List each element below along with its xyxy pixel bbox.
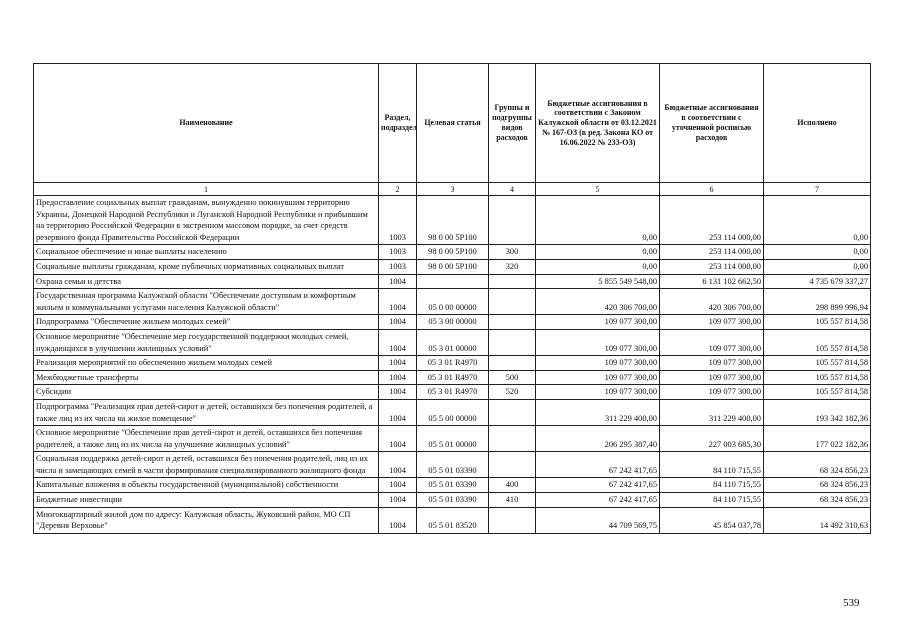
row-name: Бюджетные инвестиции xyxy=(34,493,379,508)
table-row xyxy=(34,315,871,330)
row-section: 1004 xyxy=(379,399,417,425)
row-executed: 4 735 679 337,27 xyxy=(764,274,871,289)
row-name: Основное мероприятие "Обеспечение мер государственной поддержки молодых семей, нуждающихся в улучшении жилищных условий" xyxy=(34,329,379,355)
column-number: 1 xyxy=(34,183,379,196)
row-executed: 105 557 814,58 xyxy=(764,356,871,371)
row-executed: 68 324 856,23 xyxy=(764,478,871,493)
row-target-article: 05 5 00 00000 xyxy=(417,399,489,425)
row-executed: 0,00 xyxy=(764,196,871,245)
row-schedule-allocation: 311 229 400,00 xyxy=(660,399,764,425)
row-schedule-allocation: 420 306 700,00 xyxy=(660,289,764,315)
table-row xyxy=(34,493,871,508)
row-name: Социальная поддержка детей-сирот и детей, оставшихся без попечения родителей, лиц из их числа и замещающих семей в части формирования специализированного жилищного фонда xyxy=(34,452,379,478)
row-section: 1004 xyxy=(379,370,417,385)
row-target-article: 05 5 01 00000 xyxy=(417,426,489,452)
row-expense-group xyxy=(489,196,536,245)
row-law-allocation: 109 077 300,00 xyxy=(536,370,660,385)
row-schedule-allocation: 253 114 000,00 xyxy=(660,259,764,274)
column-number: 4 xyxy=(489,183,536,196)
row-section: 1003 xyxy=(379,259,417,274)
row-target-article: 98 0 00 5Р100 xyxy=(417,259,489,274)
row-section: 1004 xyxy=(379,478,417,493)
row-executed: 14 492 310,63 xyxy=(764,507,871,533)
row-law-allocation: 0,00 xyxy=(536,259,660,274)
row-section: 1004 xyxy=(379,426,417,452)
row-name: Межбюджетные трансферты xyxy=(34,370,379,385)
row-expense-group: 400 xyxy=(489,478,536,493)
row-executed: 0,00 xyxy=(764,245,871,260)
row-name: Подпрограмма "Обеспечение жильем молодых семей" xyxy=(34,315,379,330)
row-schedule-allocation: 6 131 102 662,50 xyxy=(660,274,764,289)
table-row xyxy=(34,478,871,493)
row-law-allocation: 206 295 387,40 xyxy=(536,426,660,452)
row-section: 1004 xyxy=(379,274,417,289)
row-name: Предоставление социальных выплат гражданам, вынужденно покинувшим территорию Украины, Донецкой Народной Республики и Луганской Народной Республики и прибывшим на территорию Российской Федерации в экстренном массовом порядке, за счет средств резервного фонда Правительства Российской Федерации xyxy=(34,196,379,245)
row-executed: 105 557 814,58 xyxy=(764,315,871,330)
table-row xyxy=(34,385,871,400)
row-schedule-allocation: 109 077 300,00 xyxy=(660,370,764,385)
column-number: 3 xyxy=(417,183,489,196)
row-target-article: 05 5 01 83520 xyxy=(417,507,489,533)
row-law-allocation: 0,00 xyxy=(536,196,660,245)
table-row xyxy=(34,399,871,425)
row-executed: 177 022 182,36 xyxy=(764,426,871,452)
row-law-allocation: 44 709 569,75 xyxy=(536,507,660,533)
row-target-article: 05 5 01 03390 xyxy=(417,478,489,493)
row-law-allocation: 67 242 417,65 xyxy=(536,478,660,493)
row-schedule-allocation: 84 110 715,55 xyxy=(660,452,764,478)
column-number-row xyxy=(34,183,871,196)
row-section: 1004 xyxy=(379,385,417,400)
budget-table xyxy=(33,63,871,534)
row-schedule-allocation: 109 077 300,00 xyxy=(660,356,764,371)
row-name: Подпрограмма "Реализация прав детей-сирот и детей, оставшихся без попечения родителей, а также лиц из их числа на жилое помещение" xyxy=(34,399,379,425)
table-row xyxy=(34,507,871,533)
budget-document xyxy=(33,63,870,534)
column-number: 6 xyxy=(660,183,764,196)
header-law-allocation: Бюджетные ассигнования в соответствии с Законом Калужской области от 03.12.2021 № 167-ОЗ (в ред. Закона КО от 16.06.2022 № 233-ОЗ) xyxy=(536,64,660,183)
row-executed: 0,00 xyxy=(764,259,871,274)
row-law-allocation: 109 077 300,00 xyxy=(536,315,660,330)
row-target-article: 05 3 01 R4970 xyxy=(417,385,489,400)
row-executed: 105 557 814,58 xyxy=(764,329,871,355)
header-executed: Исполнено xyxy=(764,64,871,183)
row-law-allocation: 67 242 417,65 xyxy=(536,452,660,478)
table-row xyxy=(34,245,871,260)
row-executed: 105 557 814,58 xyxy=(764,370,871,385)
row-section: 1004 xyxy=(379,356,417,371)
row-target-article: 05 3 01 R4970 xyxy=(417,356,489,371)
row-schedule-allocation: 109 077 300,00 xyxy=(660,385,764,400)
row-schedule-allocation: 227 003 685,30 xyxy=(660,426,764,452)
row-section: 1004 xyxy=(379,452,417,478)
row-expense-group xyxy=(489,452,536,478)
row-expense-group: 500 xyxy=(489,370,536,385)
column-number: 2 xyxy=(379,183,417,196)
row-name: Реализация мероприятий по обеспечению жильем молодых семей xyxy=(34,356,379,371)
row-expense-group xyxy=(489,315,536,330)
row-schedule-allocation: 109 077 300,00 xyxy=(660,315,764,330)
header-row xyxy=(34,64,871,183)
row-executed: 298 899 996,94 xyxy=(764,289,871,315)
row-expense-group xyxy=(489,289,536,315)
row-section: 1004 xyxy=(379,315,417,330)
row-schedule-allocation: 109 077 300,00 xyxy=(660,329,764,355)
row-name: Государственная программа Калужской области "Обеспечение доступным и комфортным жильем и коммунальными услугами населения Калужской области" xyxy=(34,289,379,315)
row-expense-group: 410 xyxy=(489,493,536,508)
table-row xyxy=(34,274,871,289)
row-target-article: 05 0 00 00000 xyxy=(417,289,489,315)
header-expense-group: Группы и подгруппы видов расходов xyxy=(489,64,536,183)
row-schedule-allocation: 84 110 715,55 xyxy=(660,493,764,508)
row-target-article: 98 0 00 5Р100 xyxy=(417,196,489,245)
row-name: Социальные выплаты гражданам, кроме публичных нормативных социальных выплат xyxy=(34,259,379,274)
row-law-allocation: 311 229 400,00 xyxy=(536,399,660,425)
row-executed: 68 324 856,23 xyxy=(764,452,871,478)
table-row xyxy=(34,196,871,245)
row-target-article xyxy=(417,274,489,289)
row-target-article: 05 5 01 03390 xyxy=(417,493,489,508)
row-law-allocation: 0,00 xyxy=(536,245,660,260)
table-row xyxy=(34,356,871,371)
page-number: 539 xyxy=(843,597,860,609)
row-law-allocation: 420 306 700,00 xyxy=(536,289,660,315)
column-number: 7 xyxy=(764,183,871,196)
header-name: Наименование xyxy=(34,64,379,183)
row-name: Субсидии xyxy=(34,385,379,400)
row-schedule-allocation: 253 114 000,00 xyxy=(660,196,764,245)
table-body xyxy=(34,196,871,534)
row-section: 1004 xyxy=(379,493,417,508)
row-name: Капитальные вложения в объекты государственной (муниципальной) собственности xyxy=(34,478,379,493)
row-expense-group: 320 xyxy=(489,259,536,274)
table-row xyxy=(34,289,871,315)
row-target-article: 05 3 01 00000 xyxy=(417,329,489,355)
row-expense-group xyxy=(489,274,536,289)
row-executed: 105 557 814,58 xyxy=(764,385,871,400)
row-name: Основное мероприятие "Обеспечение прав детей-сирот и детей, оставшихся без попечения родителей, а также лиц из их числа на улучшение жилищных условий" xyxy=(34,426,379,452)
table-row xyxy=(34,426,871,452)
row-name: Социальное обеспечение и иные выплаты населению xyxy=(34,245,379,260)
row-expense-group xyxy=(489,426,536,452)
row-section: 1003 xyxy=(379,245,417,260)
row-expense-group xyxy=(489,399,536,425)
row-schedule-allocation: 45 854 037,78 xyxy=(660,507,764,533)
row-section: 1004 xyxy=(379,507,417,533)
header-schedule-allocation: Бюджетные ассигнования в соответствии с уточненной росписью расходов xyxy=(660,64,764,183)
table-row xyxy=(34,259,871,274)
row-expense-group xyxy=(489,329,536,355)
row-target-article: 05 5 01 03390 xyxy=(417,452,489,478)
header-target-article: Целевая статья xyxy=(417,64,489,183)
row-law-allocation: 109 077 300,00 xyxy=(536,329,660,355)
row-target-article: 05 3 01 R4970 xyxy=(417,370,489,385)
row-target-article: 98 0 00 5Р100 xyxy=(417,245,489,260)
table-row xyxy=(34,370,871,385)
row-name: Охрана семьи и детства xyxy=(34,274,379,289)
table-row xyxy=(34,452,871,478)
header-section: Раздел, подраздел xyxy=(379,64,417,183)
row-law-allocation: 109 077 300,00 xyxy=(536,385,660,400)
row-name: Многоквартирный жилой дом по адресу: Калужская область, Жуковский район, МО СП "Деревня Верховье" xyxy=(34,507,379,533)
row-target-article: 05 3 00 00000 xyxy=(417,315,489,330)
row-law-allocation: 109 077 300,00 xyxy=(536,356,660,371)
row-section: 1004 xyxy=(379,289,417,315)
row-schedule-allocation: 84 110 715,55 xyxy=(660,478,764,493)
row-expense-group: 300 xyxy=(489,245,536,260)
row-expense-group xyxy=(489,356,536,371)
row-law-allocation: 67 242 417,65 xyxy=(536,493,660,508)
row-executed: 193 342 182,36 xyxy=(764,399,871,425)
row-executed: 68 324 856,23 xyxy=(764,493,871,508)
row-section: 1003 xyxy=(379,196,417,245)
row-expense-group xyxy=(489,507,536,533)
row-schedule-allocation: 253 114 000,00 xyxy=(660,245,764,260)
row-expense-group: 520 xyxy=(489,385,536,400)
column-number: 5 xyxy=(536,183,660,196)
row-section: 1004 xyxy=(379,329,417,355)
table-row xyxy=(34,329,871,355)
row-law-allocation: 5 855 549 548,00 xyxy=(536,274,660,289)
